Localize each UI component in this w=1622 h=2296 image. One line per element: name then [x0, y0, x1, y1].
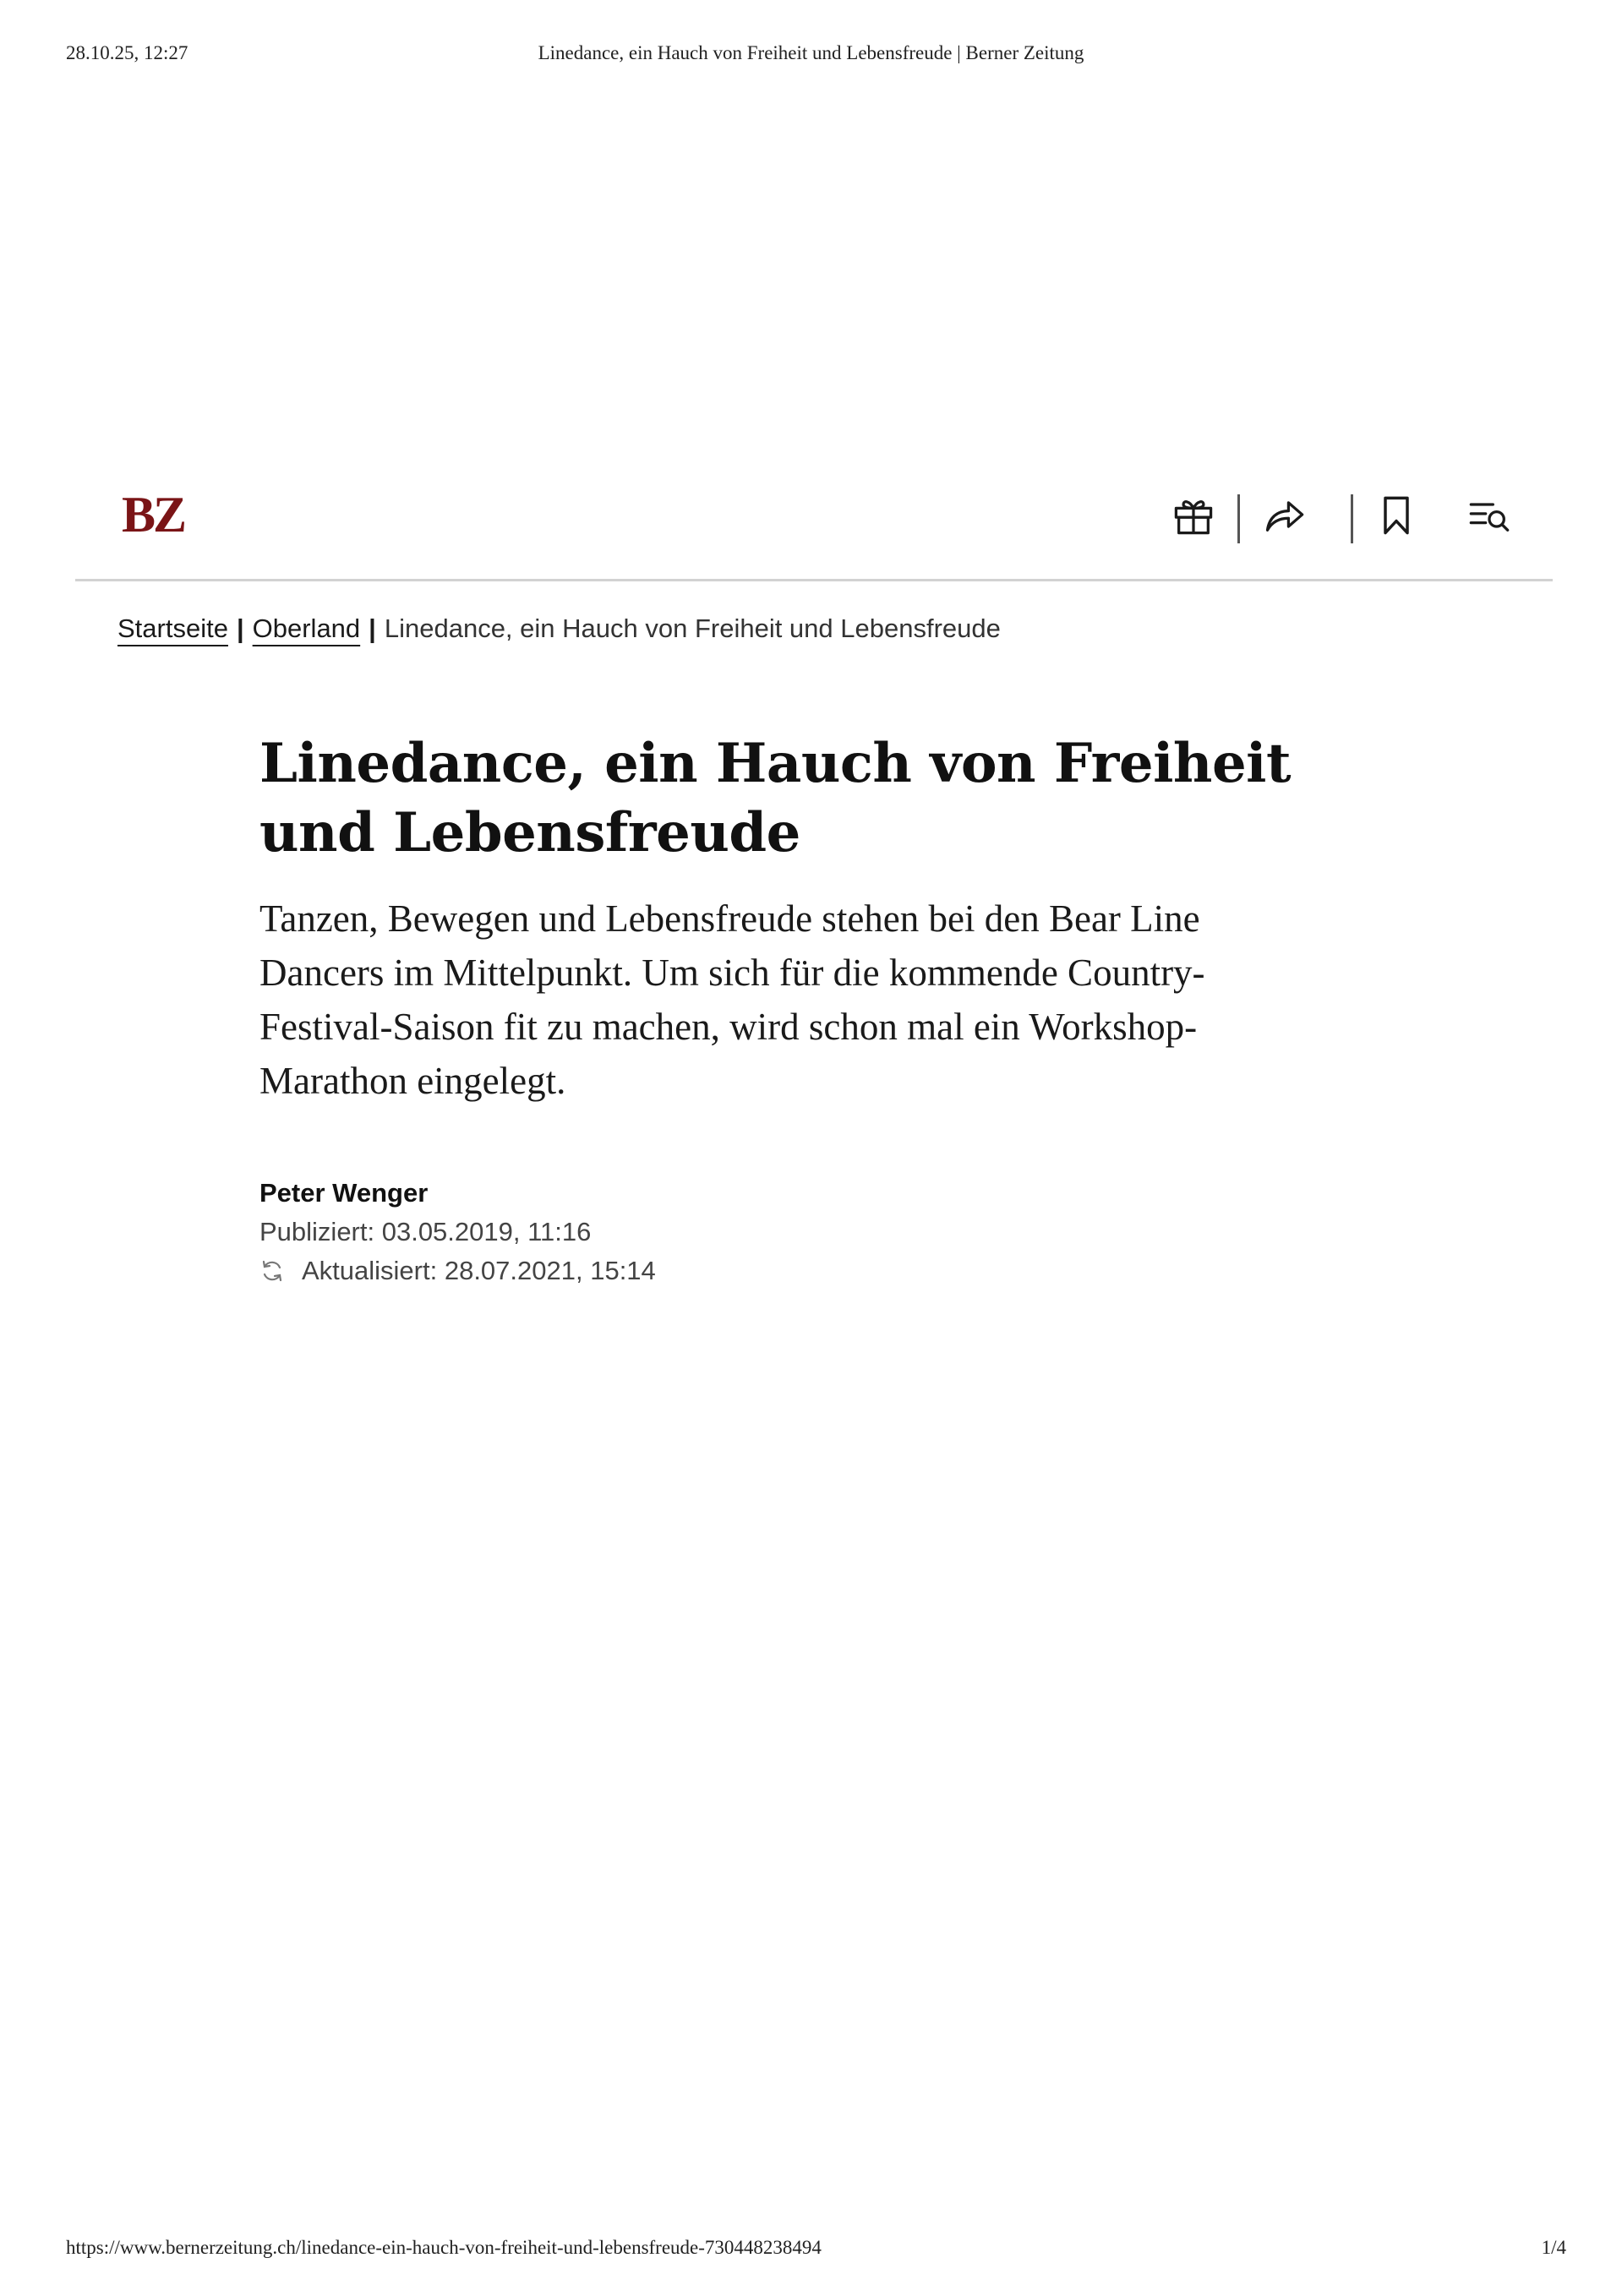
breadcrumb — [117, 614, 1001, 652]
article-meta — [259, 1174, 1324, 1290]
breadcrumb-oberland-link[interactable]: Oberland — [252, 614, 361, 643]
updated-row — [259, 1252, 1324, 1290]
gift-button[interactable] — [1164, 486, 1223, 545]
share-icon — [1262, 494, 1306, 537]
print-header — [0, 42, 1622, 68]
print-footer — [0, 2237, 1622, 2262]
menu-search-icon — [1467, 494, 1511, 537]
refresh-icon — [259, 1258, 285, 1284]
breadcrumb-home-link[interactable]: Startseite — [117, 614, 228, 643]
author-name[interactable]: Peter Wenger — [259, 1178, 429, 1208]
breadcrumb-separator: | — [369, 614, 376, 643]
gift-icon — [1171, 494, 1215, 537]
published-date: Publiziert: 03.05.2019, 11:16 — [259, 1217, 592, 1246]
breadcrumb-separator: | — [236, 614, 244, 643]
article-headline: Linedance, ein Hauch von Freiheit und Lebensfreude — [259, 732, 1292, 864]
site-header — [75, 477, 1553, 581]
updated-date: Aktualisiert: 28.07.2021, 15:14 — [302, 1256, 656, 1285]
print-datetime: 28.10.25, 12:27 — [66, 42, 188, 63]
bz-logo[interactable]: BZ — [122, 487, 185, 543]
print-page-number: 1/4 — [1541, 2237, 1566, 2258]
bookmark-icon — [1374, 494, 1418, 537]
print-page-title: Linedance, ein Hauch von Freiheit und Lebensfreude | Berner Zeitung — [538, 42, 1084, 63]
bookmark-button[interactable] — [1367, 486, 1426, 545]
breadcrumb-current: Linedance, ein Hauch von Freiheit und Lebensfreude — [384, 614, 1001, 643]
print-url: https://www.bernerzeitung.ch/linedance-ein-hauch-von-freiheit-und-lebensfreude-730448238494 — [66, 2237, 822, 2258]
menu-search-button[interactable] — [1460, 486, 1519, 545]
article-lead: Tanzen, Bewegen und Lebensfreude stehen bei den Bear Line Dancers im Mittelpunkt. Um sich für die kommende Country-Festival-Saison fit zu machen, wird schon mal ein Workshop-Marathon eingelegt. — [259, 897, 1205, 1102]
header-toolbar — [1164, 486, 1553, 545]
toolbar-divider — [1351, 494, 1353, 543]
toolbar-divider — [1237, 494, 1240, 543]
share-button[interactable] — [1254, 486, 1313, 545]
article — [259, 729, 1324, 1290]
